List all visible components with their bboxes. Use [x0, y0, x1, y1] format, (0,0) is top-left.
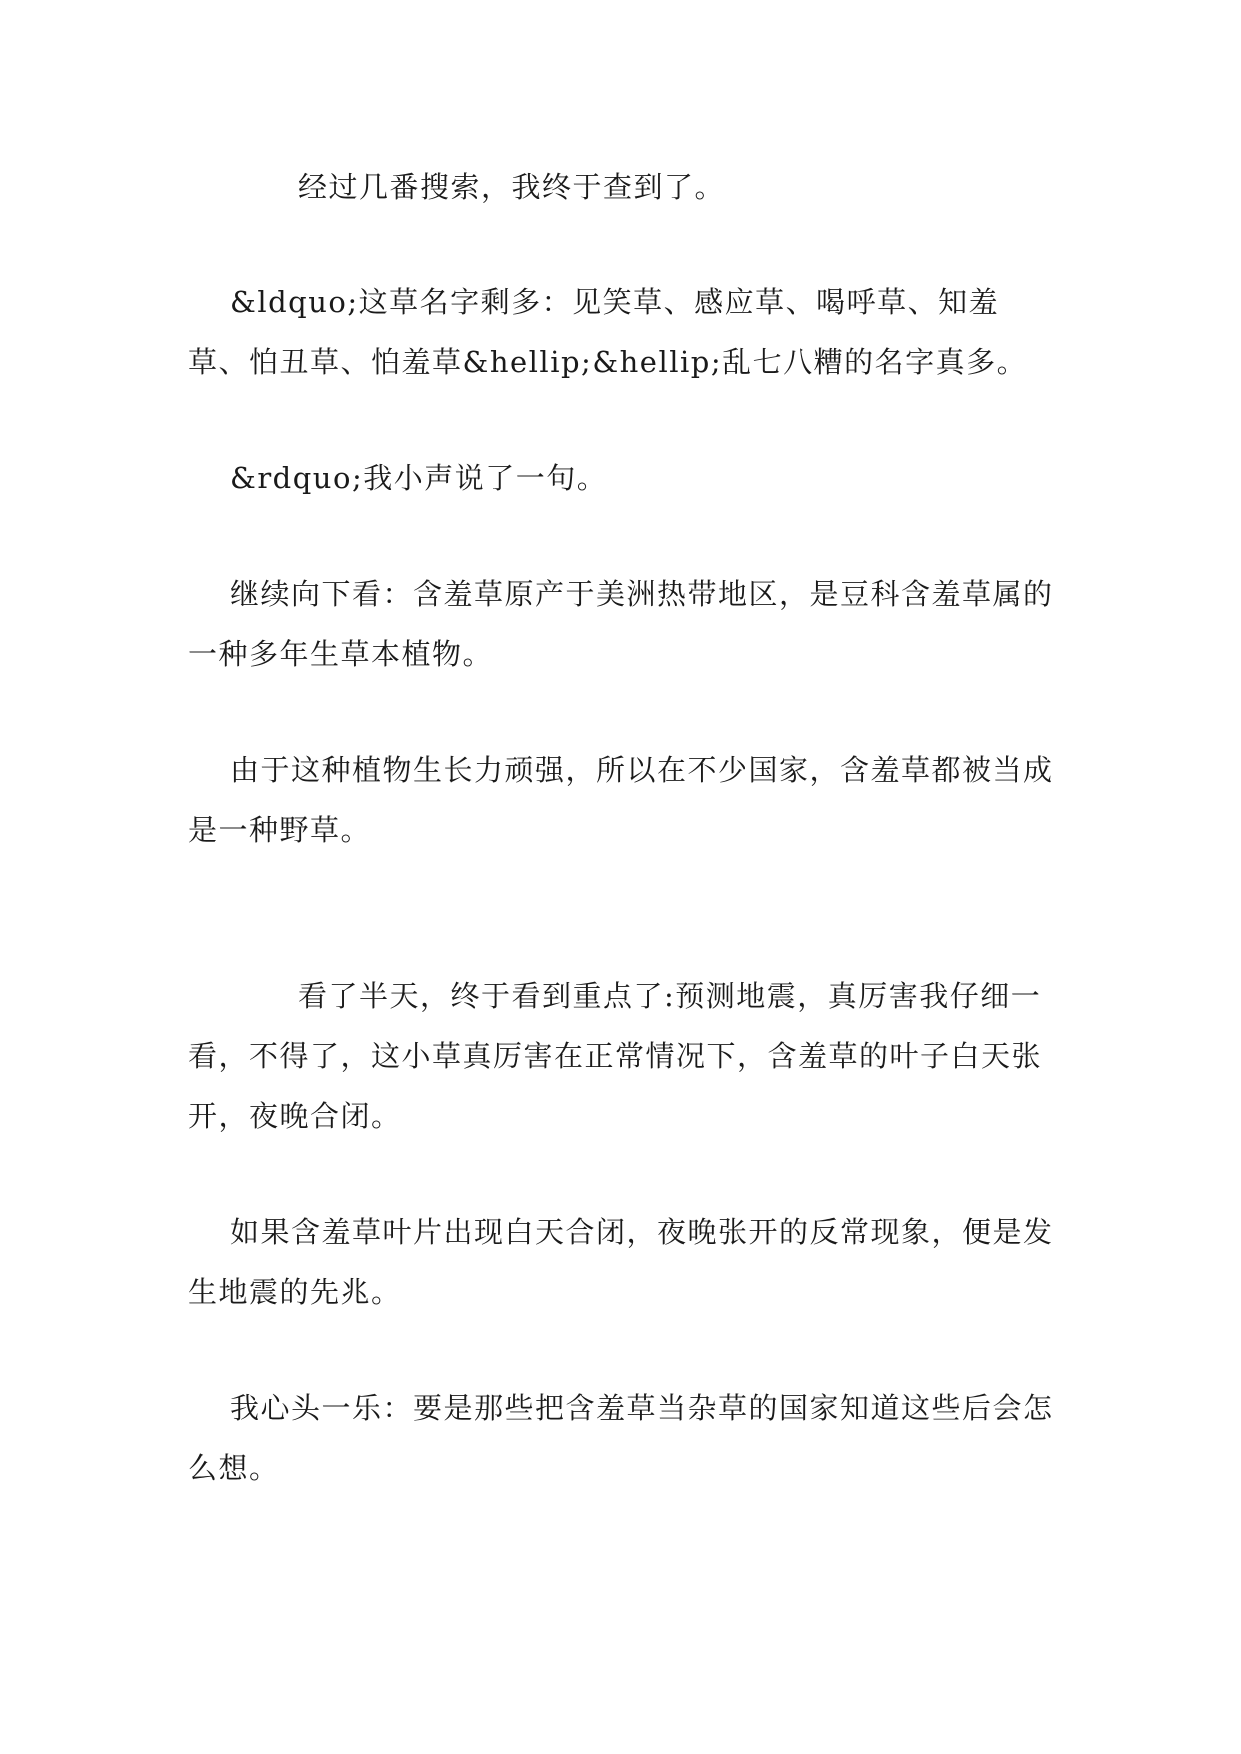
paragraph-reflection: 我心头一乐：要是那些把含羞草当杂草的国家知道这些后会怎么想。: [188, 1391, 1054, 1485]
paragraph-plant-names: &ldquo;这草名字剩多：见笑草、感应草、喝呼草、知羞草、怕丑草、怕羞草&hellip;&hellip;乱七八糟的名字真多。: [188, 285, 1028, 379]
paragraph-earthquake-sign: 如果含羞草叶片出现白天合闭，夜晚张开的反常现象，便是发生地震的先兆。: [188, 1215, 1054, 1309]
paragraph-weed: 由于这种植物生长力顽强，所以在不少国家，含羞草都被当成是一种野草。: [188, 753, 1054, 847]
paragraph-earthquake-prediction: 看了半天，终于看到重点了:预测地震，真厉害我仔细一看，不得了，这小草真厉害在正常情况下，含羞草的叶子白天张开，夜晚合闭。: [188, 979, 1043, 1133]
paragraph-origin: 继续向下看：含羞草原产于美洲热带地区，是豆科含羞草属的一种多年生草本植物。: [188, 577, 1054, 671]
paragraph-search-result: 经过几番搜索，我终于查到了。: [298, 170, 726, 204]
paragraph-whisper: &rdquo;我小声说了一句。: [230, 461, 608, 495]
